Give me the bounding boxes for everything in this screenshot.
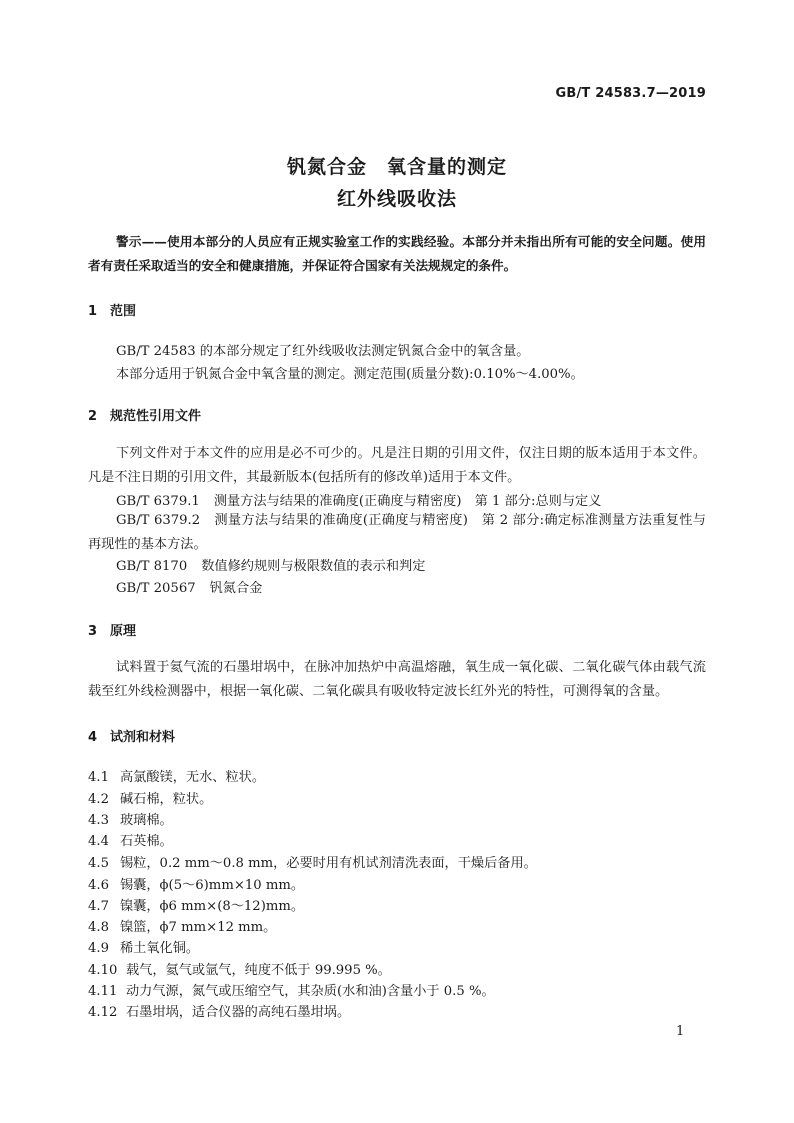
reference-title: 测量方法与结果的准确度(正确度与精密度) 第 2 部分:确定标准测量方法重复性与再现性的基本方法。: [88, 513, 706, 552]
section-number: 3: [88, 624, 98, 639]
section-3-heading: [88, 620, 136, 639]
section-number: 1: [88, 304, 98, 319]
reagent-item: [88, 788, 212, 807]
scope-paragraph-1: GB/T 24583 的本部分规定了红外线吸收法测定钒氮合金中的氧含量。: [116, 344, 530, 359]
section-2-heading: [88, 405, 201, 424]
item-text: 石英棉。: [120, 834, 173, 849]
item-number: 4.1: [88, 770, 109, 785]
item-text: 碱石棉，粒状。: [120, 792, 213, 807]
reagent-item: [88, 830, 173, 849]
reference-code: GB/T 6379.2: [116, 513, 201, 528]
reference-code: GB/T 20567: [116, 581, 196, 596]
item-number: 4.6: [88, 878, 109, 893]
item-text: 动力气源，氮气或压缩空气，其杂质(水和油)含量小于 0.5 %。: [126, 984, 495, 999]
item-number: 4.7: [88, 899, 109, 914]
safety-warning: 警示——使用本部分的人员应有正规实验室工作的实践经验。本部分并未指出所有可能的安全问题。使用者有责任采取适当的安全和健康措施，并保证符合国家有关法规规定的条件。: [88, 234, 706, 273]
reagent-item: [88, 874, 304, 893]
reference-item: [116, 577, 262, 596]
item-number: 4.9: [88, 941, 109, 956]
reagent-item: [88, 980, 495, 999]
section-title: 规范性引用文件: [110, 409, 202, 424]
reagent-item: [88, 895, 304, 914]
section-title: 原理: [110, 624, 137, 639]
item-number: 4.2: [88, 792, 109, 807]
reference-code: GB/T 8170: [116, 559, 188, 574]
principle-paragraph: 试料置于氦气流的石墨坩埚中，在脉冲加热炉中高温熔融，氧生成一氧化碳、二氧化碳气体由载气流载至红外线检测器中，根据一氧化碳、二氧化碳具有吸收特定波长红外光的特性，可测得氧的含量。: [88, 660, 706, 699]
reagent-item: [88, 809, 173, 828]
item-text: 锡粒，0.2 mm～0.8 mm，必要时用有机试剂清洗表面，干燥后备用。: [120, 856, 537, 871]
section-number: 4: [88, 730, 98, 745]
scope-paragraph-2: 本部分适用于钒氮合金中氧含量的测定。测定范围(质量分数):0.10%～4.00%。: [116, 367, 584, 382]
reagent-item: [88, 852, 537, 871]
item-text: 石墨坩埚，适合仪器的高纯石墨坩埚。: [126, 1005, 351, 1020]
section-title: 试剂和材料: [110, 730, 176, 745]
item-text: 载气，氦气或氩气，纯度不低于 99.995 %。: [126, 963, 391, 978]
reagent-item: [88, 766, 265, 785]
reference-code: GB/T 6379.1: [116, 494, 200, 509]
item-text: 镍篮，ϕ7 mm×12 mm。: [120, 920, 277, 935]
section-4-heading: [88, 726, 175, 745]
section-1-heading: [88, 300, 136, 319]
reference-title: 钒氮合金: [209, 581, 263, 596]
section-number: 2: [88, 409, 98, 424]
reagent-item: [88, 959, 391, 978]
reference-item: [116, 555, 425, 574]
item-number: 4.5: [88, 856, 109, 871]
reference-title: 测量方法与结果的准确度(正确度与精密度) 第 1 部分:总则与定义: [213, 494, 602, 509]
section-title: 范围: [110, 304, 137, 319]
item-text: 稀土氧化铜。: [120, 941, 200, 956]
item-text: 高氯酸镁，无水、粒状。: [120, 770, 266, 785]
reagent-item: [88, 1001, 350, 1020]
reagent-item: [88, 916, 276, 935]
item-number: 4.11: [88, 984, 118, 999]
item-text: 玻璃棉。: [120, 813, 173, 828]
document-title: 钒氮合金 氧含量的测定: [286, 156, 507, 178]
item-number: 4.12: [88, 1005, 118, 1020]
item-text: 镍囊，ϕ6 mm×(8～12)mm。: [120, 899, 305, 914]
reagent-item: [88, 937, 199, 956]
item-number: 4.8: [88, 920, 109, 935]
item-number: 4.10: [88, 963, 118, 978]
reference-item: [88, 509, 706, 556]
page-number: 1: [676, 1024, 685, 1039]
reference-item: [116, 490, 601, 509]
normative-refs-intro: 下列文件对于本文件的应用是必不可少的。凡是注日期的引用文件，仅注日期的版本适用于本文件。凡是不注日期的引用文件，其最新版本(包括所有的修改单)适用于本文件。: [88, 446, 706, 485]
standard-number: GB/T 24583.7—2019: [555, 86, 706, 101]
item-number: 4.3: [88, 813, 109, 828]
item-text: 锡囊，ϕ(5～6)mm×10 mm。: [120, 878, 305, 893]
item-number: 4.4: [88, 834, 109, 849]
document-subtitle: 红外线吸收法: [336, 188, 457, 210]
reference-title: 数值修约规则与极限数值的表示和判定: [201, 559, 426, 574]
